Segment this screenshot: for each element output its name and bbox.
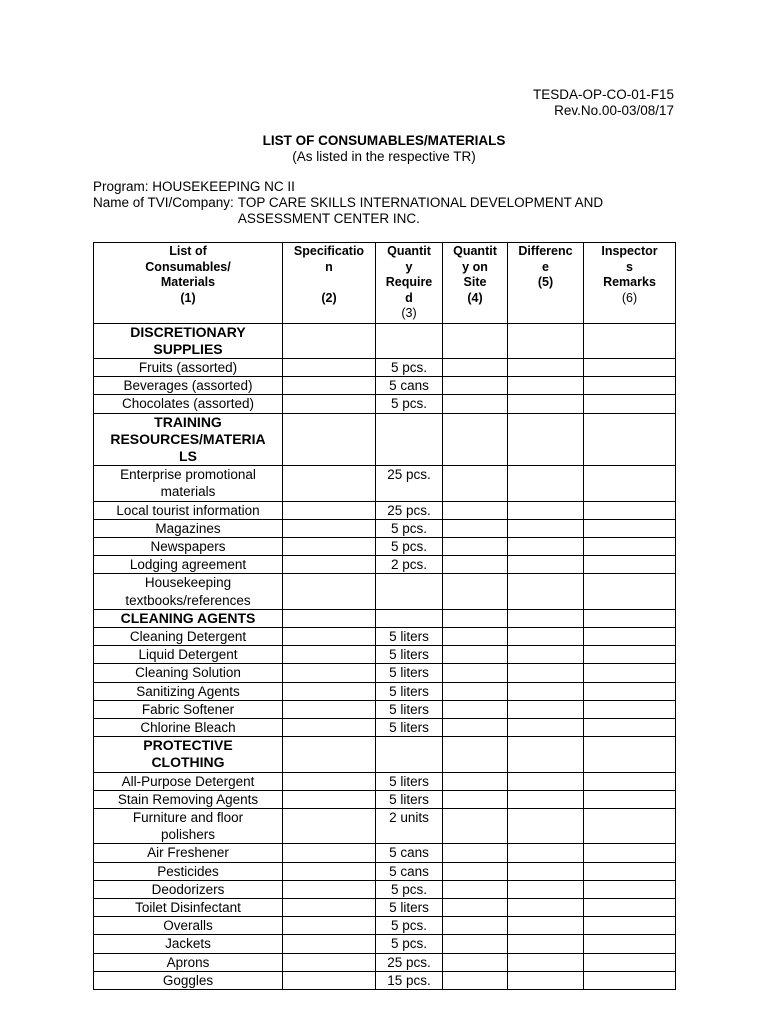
table-row [94, 844, 676, 862]
form-number: TESDA-OP-CO-01-F15 [532, 87, 674, 102]
item-name-cell: Cleaning Detergent [94, 627, 283, 645]
quantity-on-site-cell [443, 519, 508, 537]
quantity-required-cell: 25 pcs. [376, 953, 443, 971]
item-name-cell: Chlorine Bleach [94, 718, 283, 736]
remarks-cell [584, 808, 676, 843]
difference-cell [508, 844, 584, 862]
category-row [94, 609, 676, 627]
table-row [94, 935, 676, 953]
remarks-cell [584, 646, 676, 664]
table-row [94, 466, 676, 501]
remarks-cell [584, 880, 676, 898]
remarks-cell [584, 501, 676, 519]
category-name-cell: PROTECTIVE CLOTHING [94, 737, 283, 772]
table-row [94, 899, 676, 917]
table-row [94, 377, 676, 395]
specification-cell [283, 537, 376, 555]
remarks-cell [584, 772, 676, 790]
remarks-cell [584, 700, 676, 718]
specification-cell [283, 664, 376, 682]
category-name-cell: TRAINING RESOURCES/MATERIA LS [94, 413, 283, 466]
quantity-on-site-cell [443, 790, 508, 808]
remarks-cell [584, 971, 676, 989]
difference-cell [508, 971, 584, 989]
quantity-required-cell: 15 pcs. [376, 971, 443, 989]
quantity-on-site-cell [443, 609, 508, 627]
specification-cell [283, 574, 376, 609]
quantity-on-site-cell [443, 737, 508, 772]
category-row [94, 323, 676, 358]
item-name-cell: Chocolates (assorted) [94, 395, 283, 413]
difference-cell [508, 664, 584, 682]
specification-cell [283, 700, 376, 718]
specification-cell [283, 413, 376, 466]
quantity-required-cell: 5 liters [376, 772, 443, 790]
item-name-cell: Pesticides [94, 862, 283, 880]
difference-cell [508, 537, 584, 555]
item-name-cell: Liquid Detergent [94, 646, 283, 664]
quantity-on-site-cell [443, 808, 508, 843]
item-name-cell: Newspapers [94, 537, 283, 555]
category-name-cell: DISCRETIONARY SUPPLIES [94, 323, 283, 358]
table-row [94, 971, 676, 989]
specification-cell [283, 519, 376, 537]
difference-cell [508, 413, 584, 466]
document-code [533, 87, 674, 119]
item-name-cell: Toilet Disinfectant [94, 899, 283, 917]
item-name-cell: Air Freshener [94, 844, 283, 862]
difference-cell [508, 808, 584, 843]
header-inspectors-remarks: Inspector s Remarks (6) [584, 243, 676, 324]
quantity-on-site-cell [443, 718, 508, 736]
remarks-cell [584, 790, 676, 808]
quantity-on-site-cell [443, 358, 508, 376]
quantity-required-cell: 5 cans [376, 862, 443, 880]
specification-cell [283, 790, 376, 808]
quantity-on-site-cell [443, 682, 508, 700]
item-name-cell: Sanitizing Agents [94, 682, 283, 700]
header-specification: Specificatio n (2) [283, 243, 376, 324]
table-row [94, 395, 676, 413]
header-quantity-on-site: Quantit y on Site (4) [443, 243, 508, 324]
item-name-cell: Goggles [94, 971, 283, 989]
quantity-required-cell: 5 liters [376, 682, 443, 700]
specification-cell [283, 737, 376, 772]
table-row [94, 953, 676, 971]
quantity-on-site-cell [443, 574, 508, 609]
quantity-required-cell: 5 cans [376, 377, 443, 395]
difference-cell [508, 862, 584, 880]
difference-cell [508, 790, 584, 808]
difference-cell [508, 917, 584, 935]
quantity-on-site-cell [443, 772, 508, 790]
difference-cell [508, 501, 584, 519]
title-subtitle: (As listed in the respective TR) [292, 149, 476, 164]
quantity-required-cell: 5 pcs. [376, 519, 443, 537]
difference-cell [508, 899, 584, 917]
tvi-value [234, 195, 638, 227]
quantity-on-site-cell [443, 862, 508, 880]
quantity-on-site-cell [443, 413, 508, 466]
quantity-required-cell: 5 liters [376, 627, 443, 645]
revision-number: Rev.No.00-03/08/17 [554, 103, 674, 118]
quantity-required-cell: 5 liters [376, 664, 443, 682]
remarks-cell [584, 395, 676, 413]
table-body [94, 323, 676, 990]
difference-cell [508, 737, 584, 772]
item-name-cell: Jackets [94, 935, 283, 953]
specification-cell [283, 899, 376, 917]
remarks-cell [584, 844, 676, 862]
header-quantity-required: Quantit y Require d (3) [376, 243, 443, 324]
table-row [94, 519, 676, 537]
document-title [0, 133, 768, 165]
remarks-cell [584, 682, 676, 700]
quantity-on-site-cell [443, 917, 508, 935]
quantity-on-site-cell [443, 323, 508, 358]
table-row [94, 862, 676, 880]
difference-cell [508, 935, 584, 953]
specification-cell [283, 377, 376, 395]
item-name-cell: Lodging agreement [94, 556, 283, 574]
quantity-required-cell: 5 pcs. [376, 880, 443, 898]
quantity-required-cell: 5 pcs. [376, 935, 443, 953]
table-row [94, 358, 676, 376]
quantity-on-site-cell [443, 935, 508, 953]
remarks-cell [584, 664, 676, 682]
specification-cell [283, 395, 376, 413]
consumables-table [93, 242, 676, 990]
difference-cell [508, 395, 584, 413]
specification-cell [283, 808, 376, 843]
table-row [94, 646, 676, 664]
item-name-cell: Cleaning Solution [94, 664, 283, 682]
quantity-required-cell: 2 units [376, 808, 443, 843]
remarks-cell [584, 609, 676, 627]
difference-cell [508, 574, 584, 609]
quantity-on-site-cell [443, 646, 508, 664]
item-name-cell: Aprons [94, 953, 283, 971]
quantity-required-cell: 2 pcs. [376, 556, 443, 574]
item-name-cell: Deodorizers [94, 880, 283, 898]
difference-cell [508, 609, 584, 627]
difference-cell [508, 466, 584, 501]
item-name-cell: Stain Removing Agents [94, 790, 283, 808]
remarks-cell [584, 899, 676, 917]
specification-cell [283, 358, 376, 376]
quantity-on-site-cell [443, 844, 508, 862]
item-name-cell: Magazines [94, 519, 283, 537]
quantity-on-site-cell [443, 971, 508, 989]
quantity-required-cell: 25 pcs. [376, 466, 443, 501]
remarks-cell [584, 862, 676, 880]
specification-cell [283, 953, 376, 971]
table-row [94, 537, 676, 555]
specification-cell [283, 862, 376, 880]
tvi-value-line1: TOP CARE SKILLS INTERNATIONAL DEVELOPMENT AND [237, 195, 604, 210]
quantity-required-cell [376, 574, 443, 609]
specification-cell [283, 844, 376, 862]
difference-cell [508, 700, 584, 718]
quantity-required-cell: 5 liters [376, 899, 443, 917]
remarks-cell [584, 953, 676, 971]
table-row [94, 627, 676, 645]
difference-cell [508, 772, 584, 790]
remarks-cell [584, 323, 676, 358]
category-row [94, 737, 676, 772]
quantity-required-cell [376, 413, 443, 466]
quantity-required-cell: 5 pcs. [376, 395, 443, 413]
quantity-required-cell: 5 liters [376, 646, 443, 664]
quantity-on-site-cell [443, 700, 508, 718]
difference-cell [508, 953, 584, 971]
item-name-cell: Local tourist information [94, 501, 283, 519]
tvi-value-line2: ASSESSMENT CENTER INC. [237, 211, 420, 226]
quantity-required-cell: 25 pcs. [376, 501, 443, 519]
item-name-cell: Overalls [94, 917, 283, 935]
tvi-label: Name of TVI/Company: [93, 195, 234, 210]
quantity-required-cell: 5 liters [376, 700, 443, 718]
quantity-on-site-cell [443, 501, 508, 519]
item-name-cell: Beverages (assorted) [94, 377, 283, 395]
remarks-cell [584, 358, 676, 376]
difference-cell [508, 377, 584, 395]
program-value: HOUSEKEEPING NC II [152, 179, 295, 194]
quantity-required-cell: 5 pcs. [376, 358, 443, 376]
remarks-cell [584, 413, 676, 466]
specification-cell [283, 880, 376, 898]
item-name-cell: Furniture and floor polishers [94, 808, 283, 843]
table-row [94, 682, 676, 700]
table-row [94, 700, 676, 718]
program-label: Program: [93, 179, 149, 194]
difference-cell [508, 323, 584, 358]
remarks-cell [584, 466, 676, 501]
difference-cell [508, 358, 584, 376]
quantity-on-site-cell [443, 466, 508, 501]
table-row [94, 718, 676, 736]
remarks-cell [584, 935, 676, 953]
difference-cell [508, 718, 584, 736]
program-line [93, 179, 295, 195]
table-row [94, 880, 676, 898]
specification-cell [283, 323, 376, 358]
quantity-required-cell: 5 liters [376, 790, 443, 808]
remarks-cell [584, 718, 676, 736]
table-row [94, 574, 676, 609]
specification-cell [283, 627, 376, 645]
table-row [94, 664, 676, 682]
remarks-cell [584, 537, 676, 555]
difference-cell [508, 646, 584, 664]
specification-cell [283, 718, 376, 736]
quantity-required-cell: 5 pcs. [376, 537, 443, 555]
title-main: LIST OF CONSUMABLES/MATERIALS [262, 133, 506, 148]
quantity-required-cell [376, 737, 443, 772]
specification-cell [283, 556, 376, 574]
remarks-cell [584, 574, 676, 609]
table-row [94, 556, 676, 574]
quantity-required-cell: 5 liters [376, 718, 443, 736]
table-row [94, 501, 676, 519]
table-row [94, 808, 676, 843]
quantity-on-site-cell [443, 537, 508, 555]
category-row [94, 413, 676, 466]
quantity-required-cell [376, 323, 443, 358]
tvi-line [93, 195, 638, 227]
quantity-on-site-cell [443, 627, 508, 645]
quantity-on-site-cell [443, 953, 508, 971]
item-name-cell: Housekeeping textbooks/references [94, 574, 283, 609]
remarks-cell [584, 627, 676, 645]
specification-cell [283, 935, 376, 953]
remarks-cell [584, 917, 676, 935]
quantity-on-site-cell [443, 664, 508, 682]
quantity-on-site-cell [443, 556, 508, 574]
remarks-cell [584, 519, 676, 537]
quantity-on-site-cell [443, 377, 508, 395]
difference-cell [508, 880, 584, 898]
quantity-required-cell [376, 609, 443, 627]
specification-cell [283, 609, 376, 627]
difference-cell [508, 682, 584, 700]
specification-cell [283, 917, 376, 935]
specification-cell [283, 501, 376, 519]
remarks-cell [584, 377, 676, 395]
specification-cell [283, 971, 376, 989]
remarks-cell [584, 737, 676, 772]
category-name-cell: CLEANING AGENTS [94, 609, 283, 627]
specification-cell [283, 682, 376, 700]
quantity-on-site-cell [443, 395, 508, 413]
header-list: List of Consumables/ Materials (1) [94, 243, 283, 324]
specification-cell [283, 772, 376, 790]
table-row [94, 772, 676, 790]
item-name-cell: Enterprise promotional materials [94, 466, 283, 501]
specification-cell [283, 466, 376, 501]
item-name-cell: Fruits (assorted) [94, 358, 283, 376]
item-name-cell: All-Purpose Detergent [94, 772, 283, 790]
table-row [94, 917, 676, 935]
item-name-cell: Fabric Softener [94, 700, 283, 718]
header-difference: Differenc e (5) [508, 243, 584, 324]
quantity-on-site-cell [443, 899, 508, 917]
difference-cell [508, 556, 584, 574]
difference-cell [508, 627, 584, 645]
table-row [94, 790, 676, 808]
table-header-row [94, 243, 676, 324]
specification-cell [283, 646, 376, 664]
remarks-cell [584, 556, 676, 574]
quantity-required-cell: 5 pcs. [376, 917, 443, 935]
difference-cell [508, 519, 584, 537]
quantity-required-cell: 5 cans [376, 844, 443, 862]
quantity-on-site-cell [443, 880, 508, 898]
